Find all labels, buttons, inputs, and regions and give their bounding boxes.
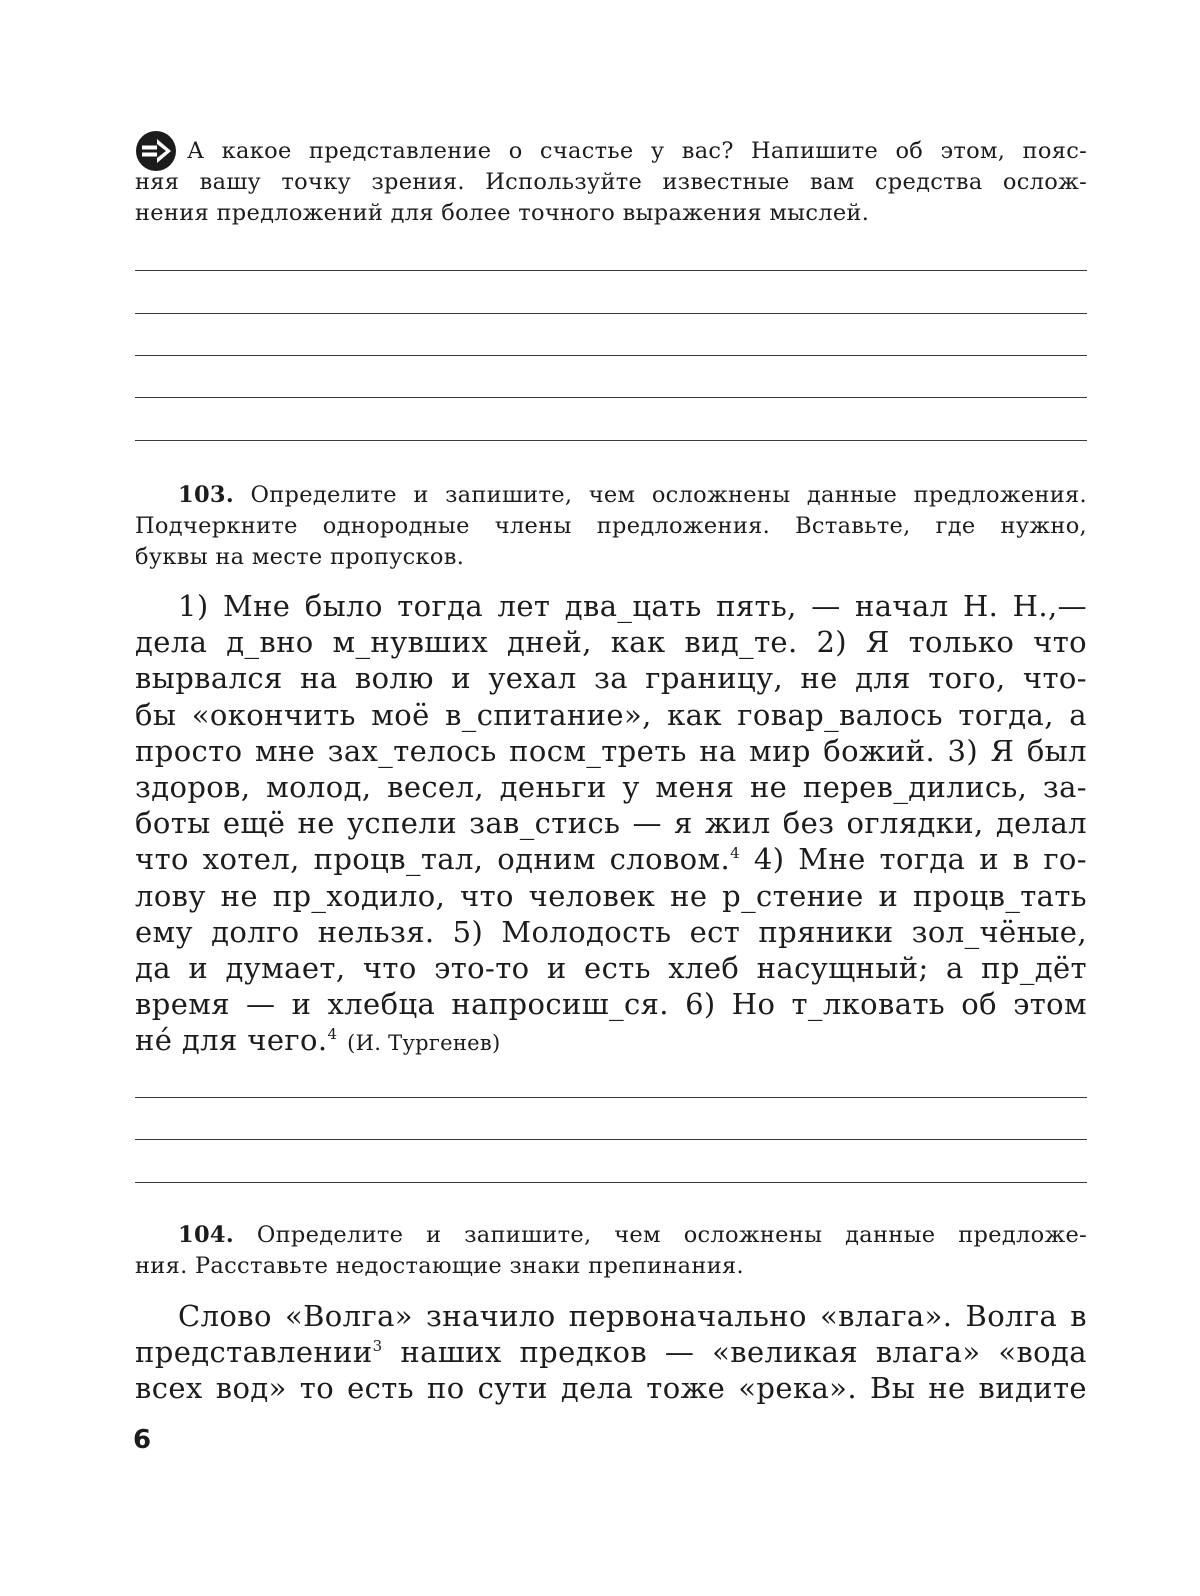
text-line: да и думает, что это-то и есть хлеб насущный; а пр_дёт (135, 951, 1087, 986)
page-number: 6 (133, 1425, 152, 1455)
answer-line[interactable] (135, 1139, 1087, 1140)
answer-line[interactable] (135, 440, 1087, 441)
instruction-line: буквы на месте пропусков. (135, 544, 465, 570)
instruction-line: Подчеркните однородные члены предложения. Вставьте, где нужно, (135, 513, 1087, 539)
text-line: не́ для чего.$^4$ (И. Тургенев) (135, 1023, 501, 1058)
exercise-number: 103. (178, 482, 234, 508)
text-line: лову не пр_ходило, что человек не р_стение и процв_тать (135, 878, 1087, 913)
intro-line: нения предложений для более точного выражения мыслей. (135, 200, 870, 226)
text-line: дела д_вно м_нувших дней, как вид_те. 2) Я только что (135, 625, 1087, 660)
exercise-103-instruction (135, 480, 1087, 573)
intro-line: няя вашу точку зрения. Используйте известные вам средства ослож- (135, 169, 1087, 195)
text-line: здоров, молод, весел, деньги у меня не перев_дились, за- (135, 770, 1087, 805)
text-line: всех вод» то есть по сути дела тоже «река». Вы не видите (135, 1371, 1087, 1406)
text-line: что хотел, процв_тал, одним словом.$^4$ 4) Мне тогда и в го- (135, 842, 1087, 877)
instruction-line: 104. Определите и запишите, чем осложнены данные предложе- (178, 1222, 1087, 1248)
intro-line: А какое представление о счастье у вас? Напишите об этом, пояс- (187, 138, 1087, 164)
answer-line[interactable] (135, 355, 1087, 356)
answer-line[interactable] (135, 397, 1087, 398)
text-line: представлении$^3$ наших предков — «великая влага» «вода (135, 1335, 1087, 1370)
text-line: время — и хлебца напросиш_ся. 6) Но т_лковать об этом (135, 987, 1087, 1022)
exercise-number: 104. (178, 1222, 234, 1248)
instruction-line: ния. Расставьте недостающие знаки препинания. (135, 1253, 744, 1279)
text-line: боты ещё не успели зав_стись — я жил без оглядки, делал (135, 806, 1087, 841)
exercise-103-text (135, 588, 1087, 1062)
text-line: ему долго нельзя. 5) Молодость ест пряники зол_чёные, (135, 914, 1087, 949)
exercise-104-text (135, 1298, 1087, 1407)
text-line: вырвался на волю и уехал за границу, не для того, что- (135, 661, 1087, 696)
text-line: Слово «Волга» значило первоначально «влага». Волга в (178, 1299, 1087, 1333)
text-line: бы «окончить моё в_спитание», как говар_валось тогда, а (135, 697, 1087, 732)
exercise-104-instruction (135, 1220, 1087, 1282)
footnote-marker: 4 (327, 1025, 338, 1044)
text-line: просто мне зах_телось посм_треть на мир божий. 3) Я был (135, 733, 1087, 768)
footnote-marker: 3 (372, 1337, 383, 1356)
answer-line[interactable] (135, 270, 1087, 271)
instruction-line: 103. Определите и запишите, чем осложнены данные предложения. (178, 482, 1087, 508)
intro-task-text (135, 136, 1087, 229)
answer-line[interactable] (135, 1182, 1087, 1183)
footnote-marker: 4 (730, 844, 741, 863)
source-attribution: (И. Тургенев) (347, 1031, 501, 1056)
answer-line[interactable] (135, 1097, 1087, 1098)
answer-line[interactable] (135, 313, 1087, 314)
text-line: 1) Мне было тогда лет два_цать пять, — начал Н. Н.,— (178, 589, 1087, 623)
